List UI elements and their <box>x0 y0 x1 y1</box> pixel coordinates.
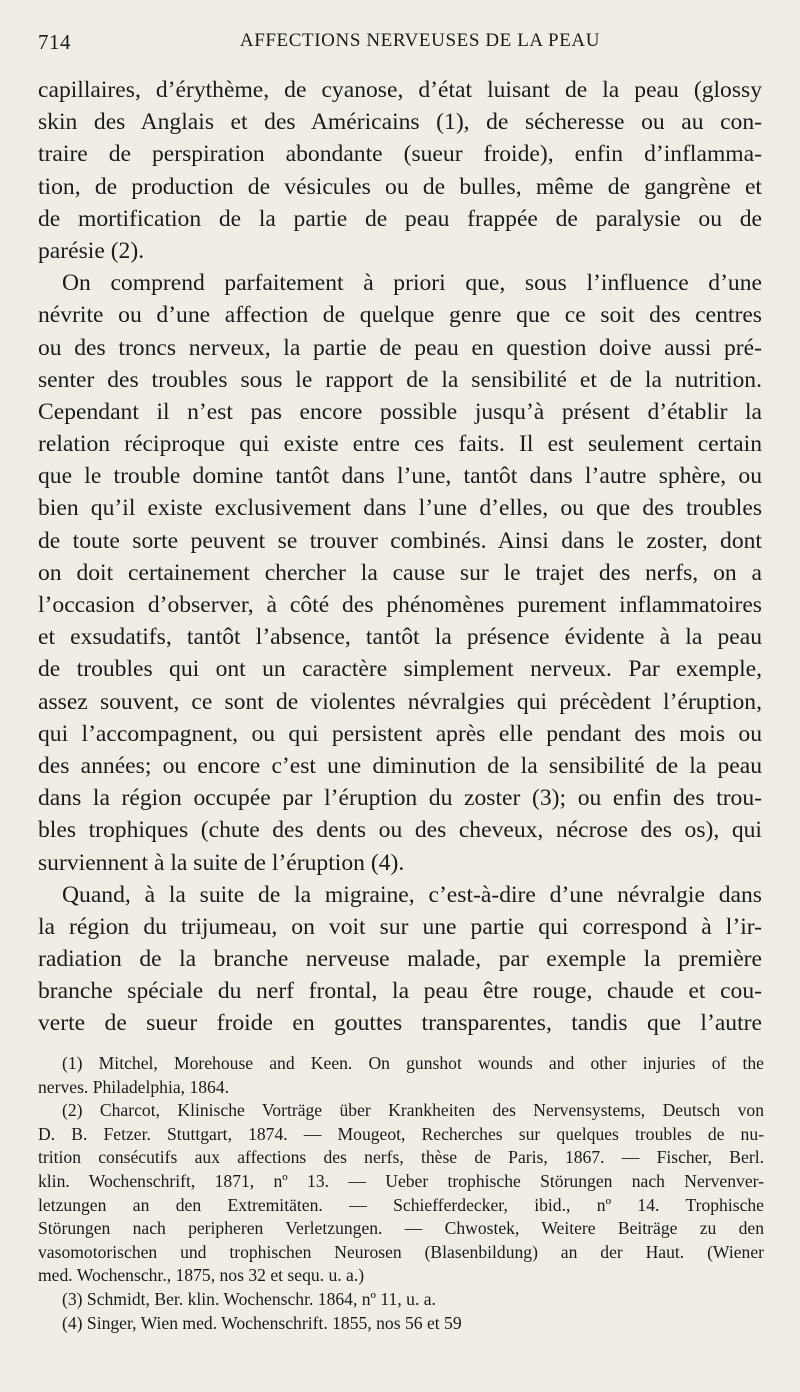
body-line: on doit certainement chercher la cause sur le trajet des nerfs, on a <box>38 559 762 586</box>
body-line: On comprend parfaitement à priori que, sous l’influence d’une <box>62 270 762 297</box>
body-line: senter des troubles sous le rapport de la sensibilité et de la nutrition. <box>38 366 762 393</box>
body-line: relation réciproque qui existe entre ces faits. Il est seulement certain <box>38 431 762 458</box>
body-line: que le trouble domine tantôt dans l’une, tantôt dans l’autre sphère, ou <box>38 463 762 490</box>
body-line: la région du trijumeau, on voit sur une partie qui correspond à l’ir- <box>38 913 762 940</box>
body-line: branche spéciale du nerf frontal, la peau être rouge, chaude et cou- <box>38 978 762 1005</box>
footnote-line: (1) Mitchel, Morehouse and Keen. On gunshot wounds and other injuries of the <box>62 1053 764 1073</box>
body-line: parésie (2). <box>38 237 145 264</box>
body-line: capillaires, d’érythème, de cyanose, d’état luisant de la peau (glossy <box>38 77 762 103</box>
footnotes <box>38 1052 764 1335</box>
body-line: dans la région occupée par l’éruption du zoster (3); ou enfin des trou- <box>38 785 762 812</box>
footnote-line: nerves. Philadelphia, 1864. <box>38 1076 230 1097</box>
body-line: verte de sueur froide en gouttes transparentes, tandis que l’autre <box>38 1010 762 1037</box>
page-header <box>38 30 762 60</box>
body-line: Quand, à la suite de la migraine, c’est-à-dire d’une névralgie dans <box>62 881 762 908</box>
body-line: assez souvent, ce sont de violentes névralgies qui précèdent l’éruption, <box>38 688 762 715</box>
body-line: qui l’accompagnent, ou qui persistent après elle pendant des mois ou <box>38 720 762 747</box>
footnote-line: (4) Singer, Wien med. Wochenschrift. 1855, nos 56 et 59 <box>62 1312 462 1333</box>
footnote-line: med. Wochenschr., 1875, nos 32 et sequ. u. a.) <box>38 1265 365 1286</box>
body-line: de mortification de la partie de peau frappée de paralysie ou de <box>38 205 762 232</box>
body-line: bien qu’il existe exclusivement dans l’une d’elles, ou que des troubles <box>38 495 762 522</box>
body-line: skin des Anglais et des Américains (1), de sécheresse ou au con- <box>38 109 762 136</box>
footnote-line: (3) Schmidt, Ber. klin. Wochenschr. 1864, nº 11, u. a. <box>62 1288 436 1309</box>
body-text <box>38 74 762 1040</box>
footnote-line: vasomotorischen und trophischen Neurosen (Blasenbildung) an der Haut. (Wiener <box>38 1241 764 1262</box>
footnote-line: Störungen nach peripheren Verletzungen. — Chwostek, Weitere Beiträge zu den <box>38 1218 764 1239</box>
body-line: radiation de la branche nerveuse malade, par exemple la première <box>38 946 762 973</box>
page-number: 714 <box>38 30 71 54</box>
body-line: ou des troncs nerveux, la partie de peau en question doive aussi pré- <box>38 334 762 361</box>
footnote-line: trition consécutifs aux affections des nerfs, thèse de Paris, 1867. — Fischer, Berl. <box>38 1147 764 1168</box>
body-line: surviennent à la suite de l’éruption (4). <box>38 849 405 876</box>
footnote-line: klin. Wochenschrift, 1871, nº 13. — Ueber trophische Störungen nach Nervenver- <box>38 1170 764 1191</box>
body-line: de troubles qui ont un caractère simplement nerveux. Par exemple, <box>38 656 762 683</box>
body-line: des années; ou encore c’est une diminution de la sensibilité de la peau <box>38 752 762 779</box>
body-line: traire de perspiration abondante (sueur froide), enfin d’inflamma- <box>38 141 762 168</box>
footnote-line: D. B. Fetzer. Stuttgart, 1874. — Mougeot, Recherches sur quelques troubles de nu- <box>38 1123 764 1144</box>
body-line: tion, de production de vésicules ou de bulles, même de gangrène et <box>38 173 762 200</box>
body-line: Cependant il n’est pas encore possible jusqu’à présent d’établir la <box>38 398 762 425</box>
body-line: de toute sorte peuvent se trouver combinés. Ainsi dans le zoster, dont <box>38 527 762 554</box>
body-line: et exsudatifs, tantôt l’absence, tantôt la présence évidente à la peau <box>38 624 762 651</box>
body-line: névrite ou d’une affection de quelque genre que ce soit des centres <box>38 302 762 329</box>
running-title: AFFECTIONS NERVEUSES DE LA PEAU <box>239 30 601 51</box>
body-line: l’occasion d’observer, à côté des phénomènes purement inflammatoires <box>38 592 762 618</box>
footnote-line: letzungen an den Extremitäten. — Schiefferdecker, ibid., nº 14. Trophische <box>38 1194 764 1215</box>
body-line: bles trophiques (chute des dents ou des cheveux, nécrose des os), qui <box>38 817 762 844</box>
footnote-line: (2) Charcot, Klinische Vorträge über Krankheiten des Nervensystems, Deutsch von <box>62 1100 764 1121</box>
